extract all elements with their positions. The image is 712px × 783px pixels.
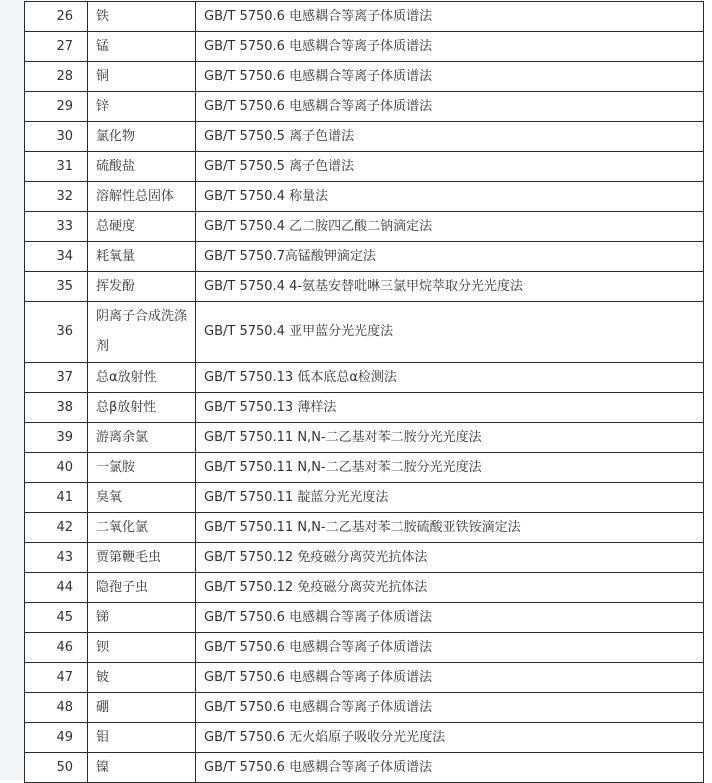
row-number: 26 xyxy=(25,2,88,32)
table-row xyxy=(25,212,704,242)
test-item: 锑 xyxy=(88,603,196,633)
test-method: GB/T 5750.6 电感耦合等离子体质谱法 xyxy=(196,753,704,783)
row-number: 36 xyxy=(25,302,88,363)
row-number: 43 xyxy=(25,543,88,573)
test-item: 铍 xyxy=(88,663,196,693)
test-item: 溶解性总固体 xyxy=(88,182,196,212)
table-row xyxy=(25,693,704,723)
test-method: GB/T 5750.11 N,N-二乙基对苯二胺分光光度法 xyxy=(196,453,704,483)
test-method: GB/T 5750.13 薄样法 xyxy=(196,393,704,423)
table-row xyxy=(25,152,704,182)
row-number: 45 xyxy=(25,603,88,633)
left-gutter xyxy=(0,0,24,780)
test-item: 锌 xyxy=(88,92,196,122)
test-item: 铁 xyxy=(88,2,196,32)
row-number: 32 xyxy=(25,182,88,212)
table-row xyxy=(25,573,704,603)
row-number: 44 xyxy=(25,573,88,603)
row-number: 33 xyxy=(25,212,88,242)
row-number: 41 xyxy=(25,483,88,513)
row-number: 46 xyxy=(25,633,88,663)
table-row xyxy=(25,122,704,152)
test-method: GB/T 5750.6 电感耦合等离子体质谱法 xyxy=(196,633,704,663)
row-number: 48 xyxy=(25,693,88,723)
test-method: GB/T 5750.4 称量法 xyxy=(196,182,704,212)
test-method: GB/T 5750.6 无火焰原子吸收分光光度法 xyxy=(196,723,704,753)
test-item: 阴离子合成洗涤剂 xyxy=(88,302,196,363)
table-row xyxy=(25,92,704,122)
table-row xyxy=(25,723,704,753)
test-method: GB/T 5750.11 靛蓝分光光度法 xyxy=(196,483,704,513)
test-item: 隐孢子虫 xyxy=(88,573,196,603)
test-method: GB/T 5750.6 电感耦合等离子体质谱法 xyxy=(196,693,704,723)
row-number: 40 xyxy=(25,453,88,483)
test-item: 一氯胺 xyxy=(88,453,196,483)
test-item: 硫酸盐 xyxy=(88,152,196,182)
row-number: 31 xyxy=(25,152,88,182)
row-number: 42 xyxy=(25,513,88,543)
row-number: 49 xyxy=(25,723,88,753)
table-row xyxy=(25,272,704,302)
test-item: 镍 xyxy=(88,753,196,783)
test-item: 臭氧 xyxy=(88,483,196,513)
table-row xyxy=(25,182,704,212)
row-number: 39 xyxy=(25,423,88,453)
table-row xyxy=(25,753,704,783)
test-item: 锰 xyxy=(88,32,196,62)
table-row xyxy=(25,603,704,633)
test-method: GB/T 5750.6 电感耦合等离子体质谱法 xyxy=(196,62,704,92)
test-item: 总硬度 xyxy=(88,212,196,242)
test-method: GB/T 5750.6 电感耦合等离子体质谱法 xyxy=(196,663,704,693)
test-item: 钡 xyxy=(88,633,196,663)
table-row xyxy=(25,32,704,62)
test-method: GB/T 5750.12 免疫磁分离荧光抗体法 xyxy=(196,573,704,603)
test-method: GB/T 5750.4 乙二胺四乙酸二钠滴定法 xyxy=(196,212,704,242)
table-row xyxy=(25,62,704,92)
table-row xyxy=(25,483,704,513)
row-number: 50 xyxy=(25,753,88,783)
table-row xyxy=(25,393,704,423)
test-item: 硼 xyxy=(88,693,196,723)
test-item: 耗氧量 xyxy=(88,242,196,272)
test-method-table xyxy=(24,1,704,783)
test-method: GB/T 5750.6 电感耦合等离子体质谱法 xyxy=(196,2,704,32)
test-method: GB/T 5750.6 电感耦合等离子体质谱法 xyxy=(196,603,704,633)
test-item: 游离余氯 xyxy=(88,423,196,453)
row-number: 29 xyxy=(25,92,88,122)
test-method: GB/T 5750.7高锰酸钾滴定法 xyxy=(196,242,704,272)
test-item: 二氧化氯 xyxy=(88,513,196,543)
test-item: 氯化物 xyxy=(88,122,196,152)
table-row xyxy=(25,363,704,393)
test-item: 总α放射性 xyxy=(88,363,196,393)
test-method: GB/T 5750.6 电感耦合等离子体质谱法 xyxy=(196,92,704,122)
table-row xyxy=(25,633,704,663)
row-number: 35 xyxy=(25,272,88,302)
test-method: GB/T 5750.5 离子色谱法 xyxy=(196,152,704,182)
table-row xyxy=(25,513,704,543)
test-item: 总β放射性 xyxy=(88,393,196,423)
table-row xyxy=(25,663,704,693)
table-row xyxy=(25,2,704,32)
test-method: GB/T 5750.12 免疫磁分离荧光抗体法 xyxy=(196,543,704,573)
test-method: GB/T 5750.4 亚甲蓝分光光度法 xyxy=(196,302,704,363)
test-method: GB/T 5750.5 离子色谱法 xyxy=(196,122,704,152)
row-number: 47 xyxy=(25,663,88,693)
test-item: 钼 xyxy=(88,723,196,753)
test-item: 铜 xyxy=(88,62,196,92)
row-number: 37 xyxy=(25,363,88,393)
table-row xyxy=(25,242,704,272)
test-method: GB/T 5750.4 4-氨基安替吡啉三氯甲烷萃取分光光度法 xyxy=(196,272,704,302)
test-item: 挥发酚 xyxy=(88,272,196,302)
row-number: 34 xyxy=(25,242,88,272)
row-number: 30 xyxy=(25,122,88,152)
table-row xyxy=(25,543,704,573)
table-row xyxy=(25,302,704,363)
table-row xyxy=(25,453,704,483)
test-item: 贾第鞭毛虫 xyxy=(88,543,196,573)
test-method: GB/T 5750.6 电感耦合等离子体质谱法 xyxy=(196,32,704,62)
test-method: GB/T 5750.13 低本底总α检测法 xyxy=(196,363,704,393)
row-number: 28 xyxy=(25,62,88,92)
test-method: GB/T 5750.11 N,N-二乙基对苯二胺分光光度法 xyxy=(196,423,704,453)
test-method: GB/T 5750.11 N,N-二乙基对苯二胺硫酸亚铁铵滴定法 xyxy=(196,513,704,543)
row-number: 38 xyxy=(25,393,88,423)
table-row xyxy=(25,423,704,453)
row-number: 27 xyxy=(25,32,88,62)
